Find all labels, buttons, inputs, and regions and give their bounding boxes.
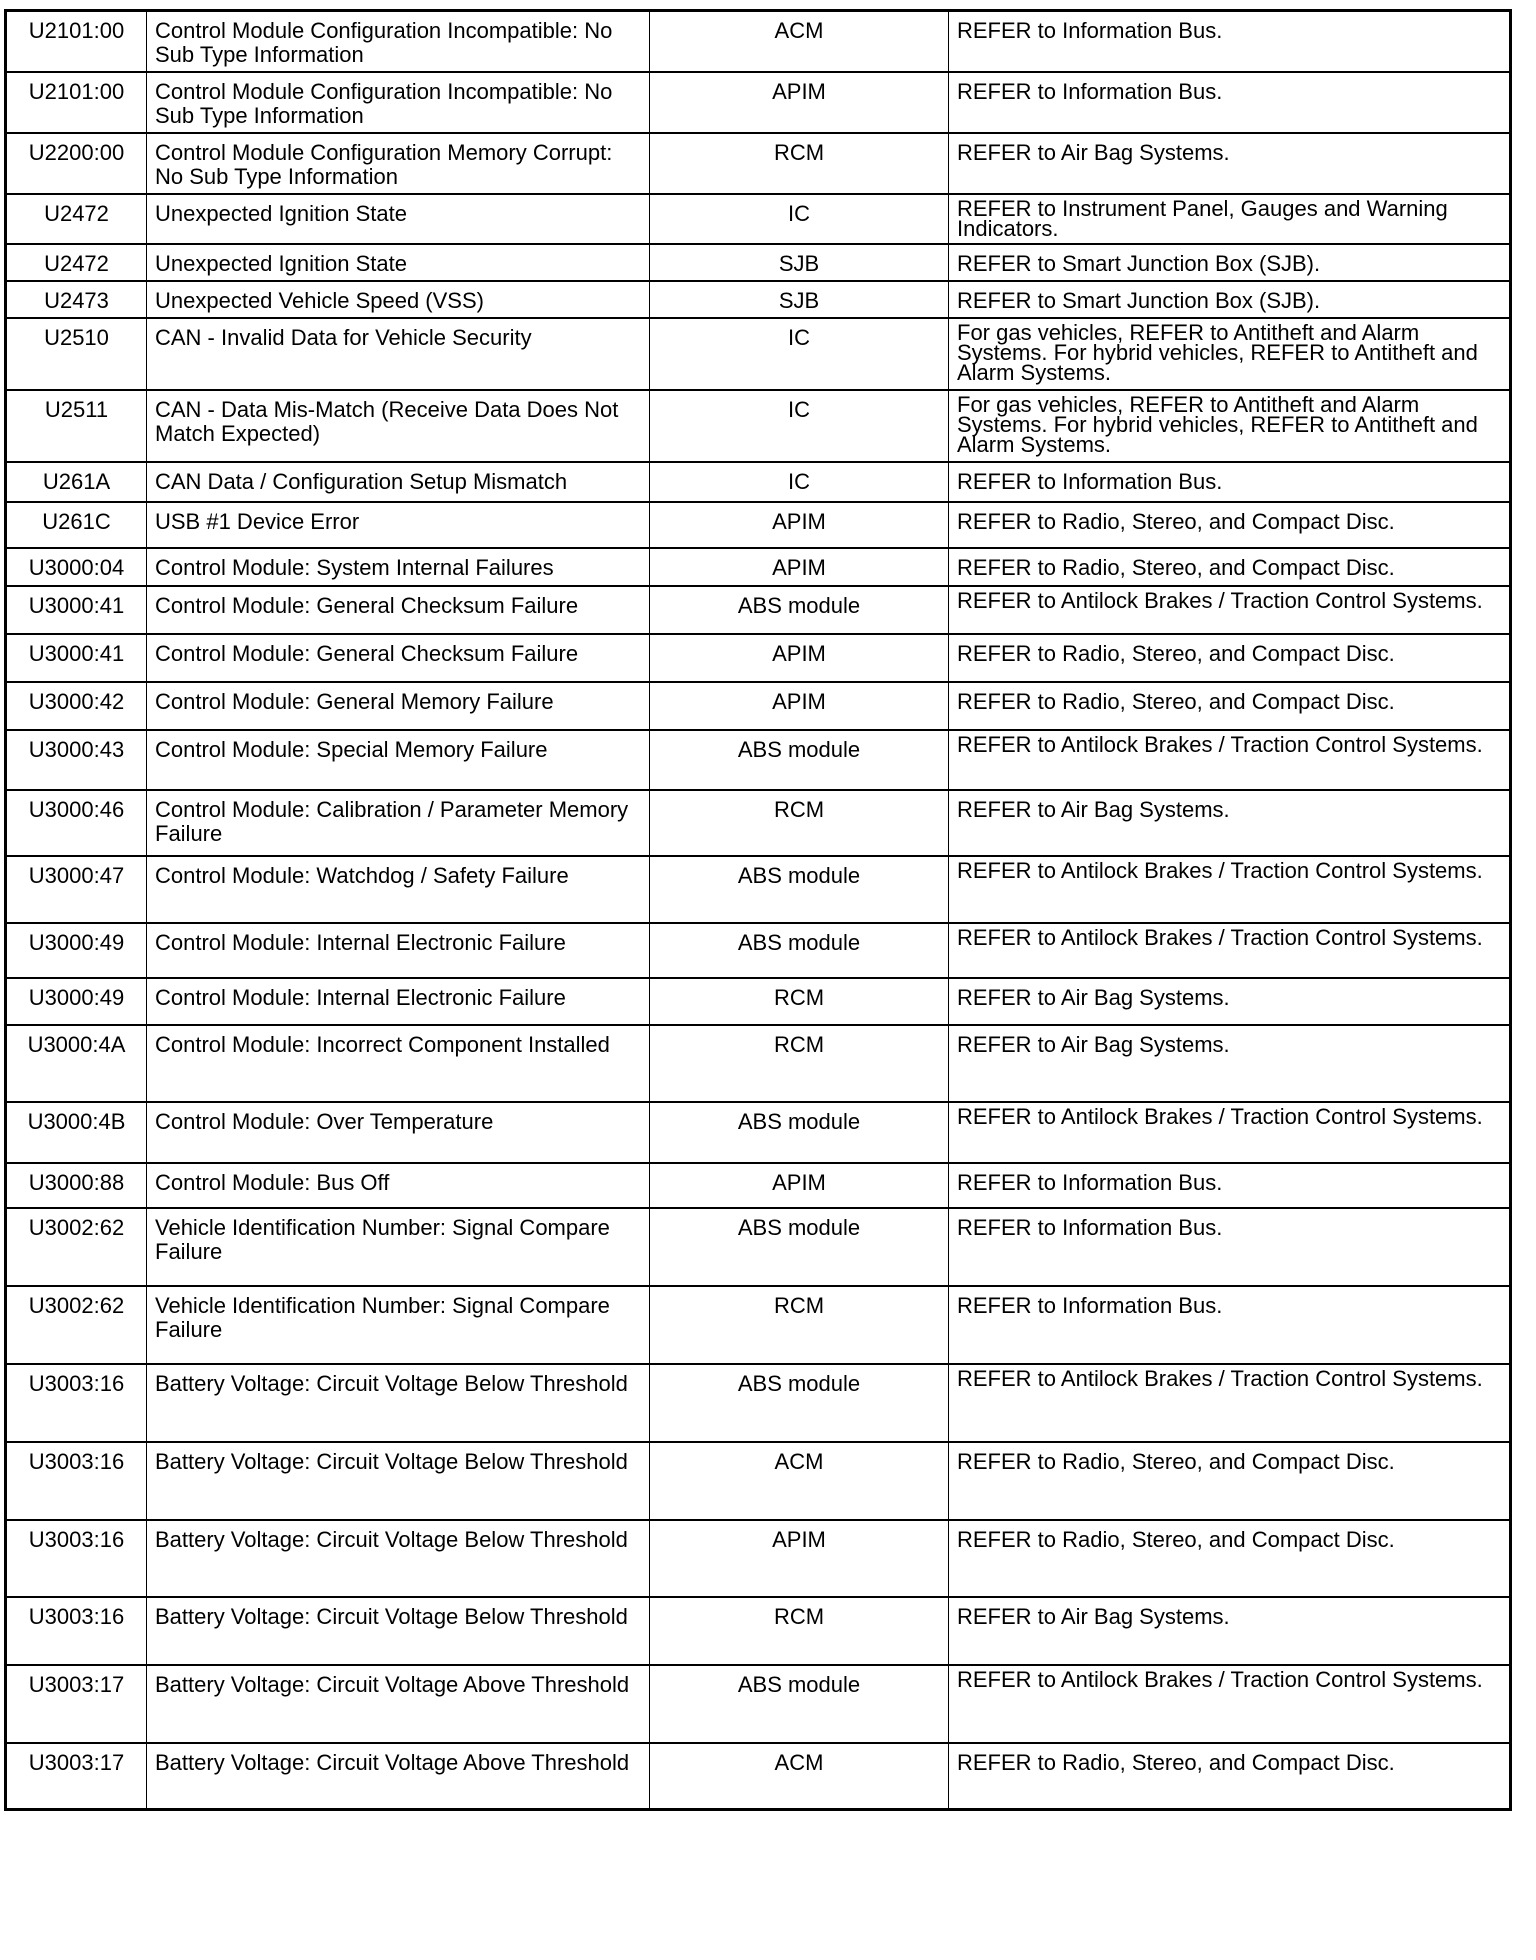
dtc-description: Unexpected Ignition State [147,244,650,281]
dtc-action: REFER to Air Bag Systems. [949,133,1511,194]
dtc-description: USB #1 Device Error [147,502,650,548]
dtc-module: RCM [650,1597,949,1665]
dtc-code: U3000:43 [6,730,147,790]
dtc-module: RCM [650,133,949,194]
dtc-action: REFER to Radio, Stereo, and Compact Disc. [949,634,1511,682]
table-row [6,462,1511,502]
dtc-description: Battery Voltage: Circuit Voltage Above Threshold [147,1743,650,1809]
table-row [6,1364,1511,1442]
dtc-code: U2200:00 [6,133,147,194]
table-row [6,1163,1511,1208]
dtc-code: U2472 [6,194,147,244]
dtc-description: Control Module: General Checksum Failure [147,634,650,682]
dtc-action: REFER to Antilock Brakes / Traction Control Systems. [949,1665,1511,1743]
dtc-code: U2101:00 [6,72,147,133]
dtc-module: RCM [650,1286,949,1364]
dtc-description: Unexpected Ignition State [147,194,650,244]
dtc-module: ABS module [650,1102,949,1163]
dtc-action: REFER to Antilock Brakes / Traction Control Systems. [949,1364,1511,1442]
dtc-action: For gas vehicles, REFER to Antitheft and Alarm Systems. For hybrid vehicles, REFER to Antitheft and Alarm Systems. [949,390,1511,462]
dtc-action: REFER to Information Bus. [949,462,1511,502]
dtc-code: U3003:16 [6,1364,147,1442]
dtc-description: Control Module: Special Memory Failure [147,730,650,790]
dtc-description: CAN Data / Configuration Setup Mismatch [147,462,650,502]
dtc-code: U3000:47 [6,856,147,923]
dtc-code: U3002:62 [6,1208,147,1286]
dtc-description: Control Module: Bus Off [147,1163,650,1208]
table-row [6,682,1511,730]
dtc-description: Control Module: Over Temperature [147,1102,650,1163]
dtc-description: Control Module: System Internal Failures [147,548,650,586]
table-row [6,1025,1511,1102]
table-row [6,923,1511,978]
dtc-description: Battery Voltage: Circuit Voltage Below Threshold [147,1597,650,1665]
dtc-module: ABS module [650,856,949,923]
table-row [6,548,1511,586]
dtc-action: REFER to Antilock Brakes / Traction Control Systems. [949,1102,1511,1163]
table-row [6,730,1511,790]
dtc-module: APIM [650,1163,949,1208]
dtc-code: U3000:41 [6,634,147,682]
dtc-description: Battery Voltage: Circuit Voltage Below Threshold [147,1520,650,1597]
dtc-code: U3000:49 [6,978,147,1025]
dtc-module: ACM [650,1743,949,1809]
dtc-code: U3003:17 [6,1743,147,1809]
dtc-description: Control Module Configuration Incompatible: No Sub Type Information [147,11,650,73]
dtc-module: APIM [650,1520,949,1597]
dtc-module: ABS module [650,1208,949,1286]
dtc-table-body [6,11,1511,1810]
dtc-code: U261C [6,502,147,548]
dtc-description: Control Module: Calibration / Parameter Memory Failure [147,790,650,856]
dtc-module: ABS module [650,1364,949,1442]
table-row [6,1208,1511,1286]
dtc-module: APIM [650,682,949,730]
dtc-module: APIM [650,634,949,682]
dtc-module: ABS module [650,923,949,978]
dtc-module: ABS module [650,1665,949,1743]
dtc-action: REFER to Information Bus. [949,1208,1511,1286]
dtc-description: Battery Voltage: Circuit Voltage Below Threshold [147,1364,650,1442]
table-row [6,586,1511,634]
dtc-action: REFER to Radio, Stereo, and Compact Disc. [949,1442,1511,1520]
dtc-action: For gas vehicles, REFER to Antitheft and Alarm Systems. For hybrid vehicles, REFER to Antitheft and Alarm Systems. [949,318,1511,390]
dtc-action: REFER to Radio, Stereo, and Compact Disc. [949,1743,1511,1809]
dtc-module: ACM [650,11,949,73]
table-row [6,281,1511,318]
table-row [6,634,1511,682]
table-row [6,856,1511,923]
dtc-code: U3003:16 [6,1597,147,1665]
dtc-description: Vehicle Identification Number: Signal Compare Failure [147,1286,650,1364]
dtc-action: REFER to Information Bus. [949,11,1511,73]
dtc-code: U3000:88 [6,1163,147,1208]
dtc-code: U3000:4B [6,1102,147,1163]
dtc-action: REFER to Radio, Stereo, and Compact Disc. [949,548,1511,586]
table-row [6,502,1511,548]
dtc-action: REFER to Air Bag Systems. [949,1025,1511,1102]
dtc-module: ABS module [650,730,949,790]
dtc-action: REFER to Information Bus. [949,1163,1511,1208]
dtc-code: U2473 [6,281,147,318]
table-row [6,194,1511,244]
dtc-action: REFER to Radio, Stereo, and Compact Disc. [949,502,1511,548]
table-row [6,390,1511,462]
dtc-module: APIM [650,548,949,586]
dtc-description: Control Module: Internal Electronic Failure [147,923,650,978]
dtc-description: Control Module: General Memory Failure [147,682,650,730]
dtc-action: REFER to Antilock Brakes / Traction Control Systems. [949,730,1511,790]
dtc-action: REFER to Information Bus. [949,1286,1511,1364]
dtc-action: REFER to Air Bag Systems. [949,1597,1511,1665]
dtc-description: Control Module Configuration Memory Corrupt: No Sub Type Information [147,133,650,194]
dtc-module: SJB [650,244,949,281]
table-row [6,1597,1511,1665]
dtc-module: APIM [650,502,949,548]
dtc-action: REFER to Radio, Stereo, and Compact Disc. [949,682,1511,730]
dtc-module: ACM [650,1442,949,1520]
dtc-module: APIM [650,72,949,133]
dtc-action: REFER to Antilock Brakes / Traction Control Systems. [949,856,1511,923]
dtc-description: CAN - Data Mis-Match (Receive Data Does Not Match Expected) [147,390,650,462]
dtc-description: Battery Voltage: Circuit Voltage Above Threshold [147,1665,650,1743]
dtc-module: RCM [650,1025,949,1102]
dtc-module: RCM [650,790,949,856]
table-row [6,11,1511,73]
dtc-action: REFER to Instrument Panel, Gauges and Warning Indicators. [949,194,1511,244]
table-row [6,1102,1511,1163]
table-row [6,133,1511,194]
dtc-code: U2510 [6,318,147,390]
dtc-code: U2101:00 [6,11,147,73]
dtc-action: REFER to Antilock Brakes / Traction Control Systems. [949,923,1511,978]
dtc-description: CAN - Invalid Data for Vehicle Security [147,318,650,390]
dtc-code: U3000:04 [6,548,147,586]
dtc-code: U3002:62 [6,1286,147,1364]
dtc-code: U3000:4A [6,1025,147,1102]
dtc-description: Unexpected Vehicle Speed (VSS) [147,281,650,318]
table-row [6,318,1511,390]
dtc-action: REFER to Smart Junction Box (SJB). [949,244,1511,281]
dtc-code: U2472 [6,244,147,281]
dtc-code: U3003:16 [6,1520,147,1597]
dtc-action: REFER to Air Bag Systems. [949,978,1511,1025]
table-row [6,1520,1511,1597]
table-row [6,1442,1511,1520]
table-row [6,978,1511,1025]
dtc-module: IC [650,194,949,244]
dtc-action: REFER to Smart Junction Box (SJB). [949,281,1511,318]
dtc-description: Control Module: Watchdog / Safety Failure [147,856,650,923]
dtc-description: Vehicle Identification Number: Signal Compare Failure [147,1208,650,1286]
dtc-description: Battery Voltage: Circuit Voltage Below Threshold [147,1442,650,1520]
dtc-module: RCM [650,978,949,1025]
dtc-action: REFER to Antilock Brakes / Traction Control Systems. [949,586,1511,634]
dtc-description: Control Module: General Checksum Failure [147,586,650,634]
dtc-module: IC [650,462,949,502]
dtc-description: Control Module: Incorrect Component Installed [147,1025,650,1102]
dtc-description: Control Module: Internal Electronic Failure [147,978,650,1025]
dtc-code: U2511 [6,390,147,462]
table-row [6,790,1511,856]
dtc-code: U3000:49 [6,923,147,978]
dtc-table [4,9,1512,1811]
dtc-code: U3003:17 [6,1665,147,1743]
table-row [6,72,1511,133]
dtc-module: IC [650,390,949,462]
table-row [6,1286,1511,1364]
table-row [6,244,1511,281]
dtc-module: SJB [650,281,949,318]
dtc-code: U3003:16 [6,1442,147,1520]
dtc-action: REFER to Information Bus. [949,72,1511,133]
dtc-module: IC [650,318,949,390]
dtc-module: ABS module [650,586,949,634]
dtc-code: U3000:42 [6,682,147,730]
table-row [6,1743,1511,1809]
dtc-code: U3000:41 [6,586,147,634]
dtc-code: U261A [6,462,147,502]
dtc-action: REFER to Radio, Stereo, and Compact Disc. [949,1520,1511,1597]
dtc-action: REFER to Air Bag Systems. [949,790,1511,856]
table-row [6,1665,1511,1743]
dtc-code: U3000:46 [6,790,147,856]
dtc-description: Control Module Configuration Incompatible: No Sub Type Information [147,72,650,133]
